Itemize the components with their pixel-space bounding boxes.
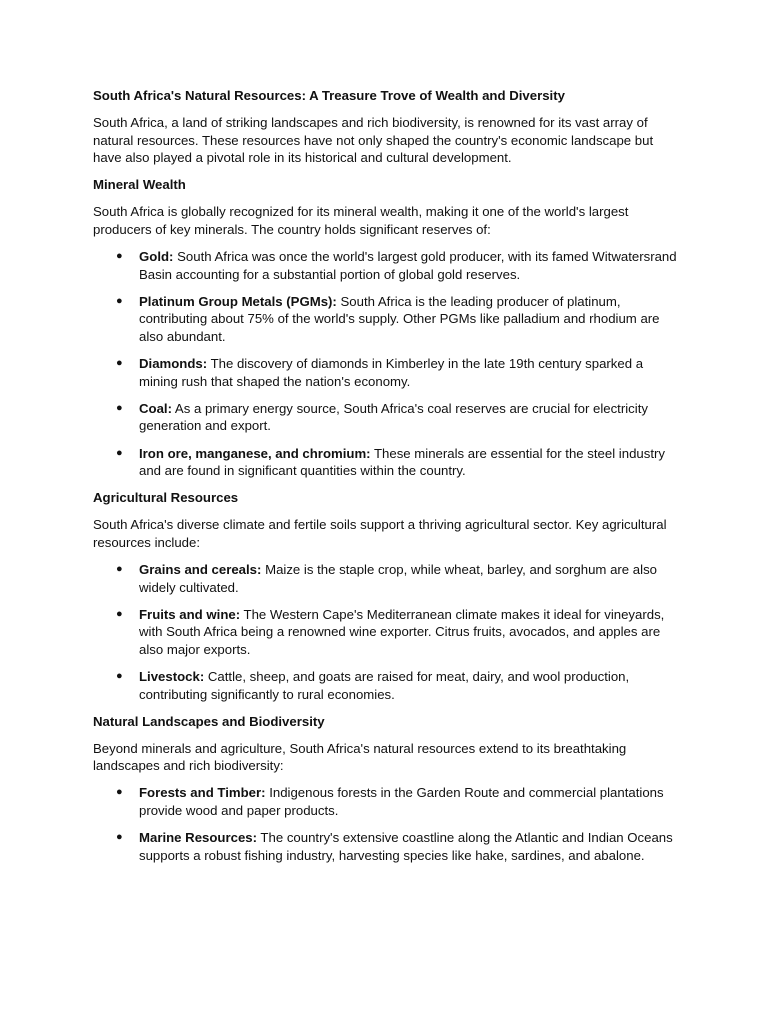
list-item-text: These minerals are essential for the steel industry and are found in significant quantities within the country. — [139, 445, 665, 479]
list-item-text: As a primary energy source, South Africa's coal reserves are crucial for electricity generation and export. — [139, 400, 648, 434]
mineral-list — [93, 248, 683, 480]
bullet-icon: ● — [116, 669, 123, 682]
bullet-icon: ● — [116, 786, 123, 799]
list-item-term: Platinum Group Metals (PGMs): — [139, 293, 337, 309]
list-item — [93, 561, 683, 596]
list-item-term: Grains and cereals: — [139, 561, 262, 577]
section-heading-natural-landscapes: Natural Landscapes and Biodiversity — [93, 713, 325, 729]
list-item-term: Gold: — [139, 249, 174, 265]
natural-landscapes-list — [93, 784, 683, 864]
list-item-term: Forests and Timber: — [139, 785, 266, 801]
list-item — [93, 355, 683, 390]
list-item — [93, 293, 683, 346]
list-item-term: Iron ore, manganese, and chromium: — [139, 445, 371, 461]
bullet-icon: ● — [116, 607, 123, 620]
list-item-text: Indigenous forests in the Garden Route and commercial plantations provide wood and paper products. — [139, 785, 664, 818]
list-item — [93, 668, 683, 703]
section-paragraph-agricultural-resources: South Africa's diverse climate and fertile soils support a thriving agricultural sector. Key agricultural resources include: — [93, 517, 667, 550]
section-paragraph-natural-landscapes: Beyond minerals and agriculture, South Africa's natural resources extend to its breathtaking landscapes and rich biodiversity: — [93, 740, 627, 774]
list-item — [93, 445, 683, 480]
list-item-text: South Africa is the leading producer of platinum, contributing about 75% of the world's supply. Other PGMs like palladium and rhodium are also abundant. — [139, 293, 660, 345]
section-paragraph-mineral-wealth: South Africa is globally recognized for its mineral wealth, making it one of the world's largest producers of key minerals. The country holds significant reserves of: — [93, 204, 629, 238]
list-item-text: Cattle, sheep, and goats are raised for meat, dairy, and wool production, contributing significantly to rural economies. — [139, 668, 630, 702]
intro-paragraph: South Africa, a land of striking landscapes and rich biodiversity, is renowned for its vast array of natural resources. These resources have not only shaped the country's economic landscape but have also played a pivotal role in its historical and cultural development. — [93, 115, 654, 166]
list-item-term: Fruits and wine: — [139, 606, 241, 622]
list-item-term: Diamonds: — [139, 356, 208, 372]
document-title: South Africa's Natural Resources: A Treasure Trove of Wealth and Diversity — [93, 88, 565, 103]
section-heading-mineral-wealth: Mineral Wealth — [93, 177, 186, 193]
bullet-icon: ● — [116, 294, 123, 307]
list-item — [93, 248, 683, 283]
list-item — [93, 400, 683, 435]
bullet-icon: ● — [116, 562, 123, 575]
section-heading-agricultural-resources: Agricultural Resources — [93, 490, 239, 506]
list-item-text: Maize is the staple crop, while wheat, barley, and sorghum are also widely cultivated. — [139, 561, 658, 595]
list-item-term: Livestock: — [139, 668, 205, 684]
list-item — [93, 606, 683, 659]
list-item-text: The country's extensive coastline along the Atlantic and Indian Oceans supports a robust fishing industry, harvesting species like hake, sardines, and abalone. — [139, 830, 673, 863]
document-page — [93, 87, 683, 874]
list-item-text: The discovery of diamonds in Kimberley in the late 19th century sparked a mining rush that shaped the nation's economy. — [139, 356, 644, 389]
agricultural-list — [93, 561, 683, 703]
list-item — [93, 829, 683, 864]
bullet-icon: ● — [116, 831, 123, 844]
list-item-term: Marine Resources: — [139, 830, 257, 846]
bullet-icon: ● — [116, 357, 123, 370]
bullet-icon: ● — [116, 446, 123, 459]
list-item-text: South Africa was once the world's largest gold producer, with its famed Witwatersrand Basin accounting for a substantial portion of global gold reserves. — [139, 249, 677, 282]
list-item-term: Coal: — [139, 400, 172, 416]
bullet-icon: ● — [116, 401, 123, 414]
list-item — [93, 784, 683, 819]
list-item-text: The Western Cape's Mediterranean climate makes it ideal for vineyards, with South Africa being a renowned wine exporter. Citrus fruits, avocados, and apples are also major exports. — [139, 606, 665, 657]
bullet-icon: ● — [116, 250, 123, 263]
